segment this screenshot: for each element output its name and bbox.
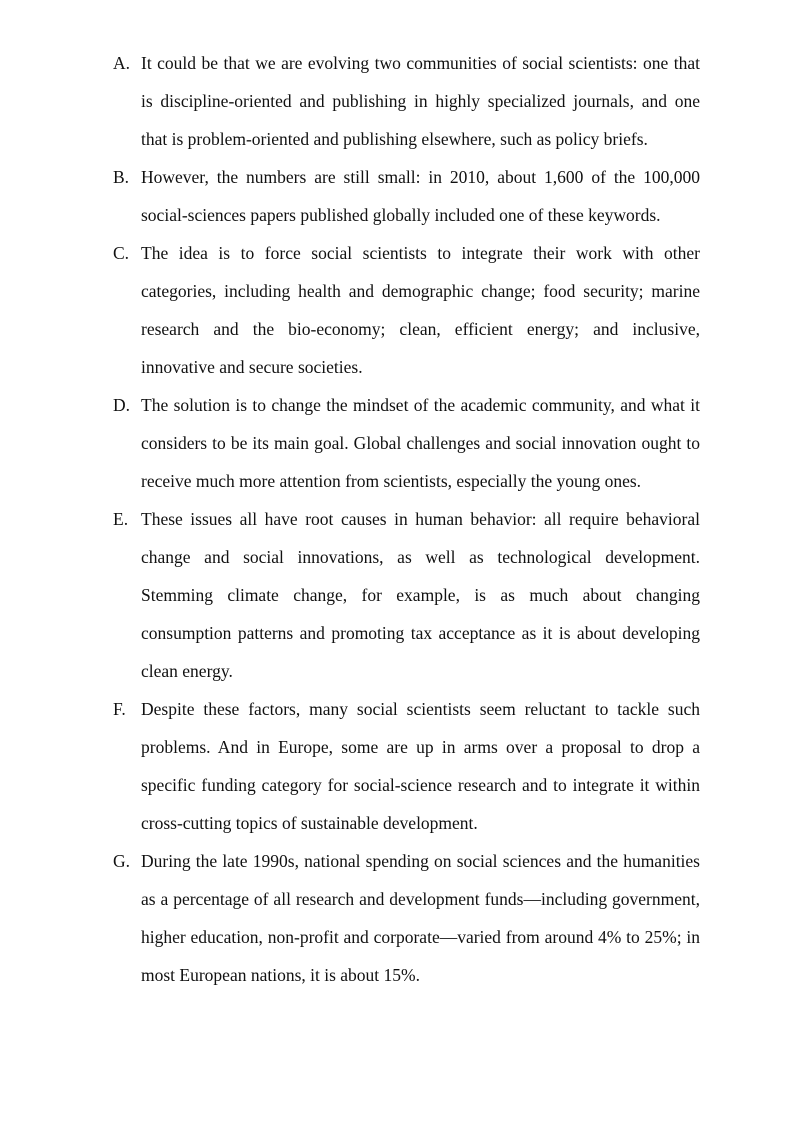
option-text: During the late 1990s, national spending on social sciences and the humanities as a percentage of all research and development funds—including government, higher education, non-profit and corporate—varied from around 4% to 25%; in most European nations, it is about 15%. [141, 851, 700, 985]
option-letter: F. [113, 699, 126, 719]
option-letter: A. [113, 53, 131, 73]
option-f [113, 690, 700, 842]
option-letter: B. [113, 167, 130, 187]
option-g [113, 842, 700, 994]
option-b [113, 158, 700, 234]
option-text: It could be that we are evolving two communities of social scientists: one that is discipline-oriented and publishing in highly specialized journals, and one that is problem-oriented and publishing elsewhere, such as policy briefs. [141, 53, 700, 149]
option-c [113, 234, 700, 386]
option-letter: G. [113, 851, 131, 871]
option-text: These issues all have root causes in human behavior: all require behavioral change and social innovations, as well as technological development. Stemming climate change, for example, is as much about changing consumption patterns and promoting tax acceptance as it is about developing clean energy. [141, 509, 700, 681]
option-text: Despite these factors, many social scientists seem reluctant to tackle such problems. And in Europe, some are up in arms over a proposal to drop a specific funding category for social-science research and to integrate it within cross-cutting topics of sustainable development. [141, 699, 700, 833]
option-a [113, 44, 700, 158]
option-letter: E. [113, 509, 129, 529]
option-d [113, 386, 700, 500]
option-text: The solution is to change the mindset of the academic community, and what it considers to be its main goal. Global challenges and social innovation ought to receive much more attention from scientists, especially the young ones. [141, 395, 700, 491]
option-list [113, 44, 700, 994]
option-letter: C. [113, 243, 130, 263]
option-e [113, 500, 700, 690]
option-text: The idea is to force social scientists to integrate their work with other categories, including health and demographic change; food security; marine research and the bio-economy; clean, efficient energy; and inclusive, innovative and secure societies. [141, 243, 700, 377]
option-letter: D. [113, 395, 131, 415]
option-text: However, the numbers are still small: in 2010, about 1,600 of the 100,000 social-sciences papers published globally included one of these keywords. [141, 167, 700, 225]
